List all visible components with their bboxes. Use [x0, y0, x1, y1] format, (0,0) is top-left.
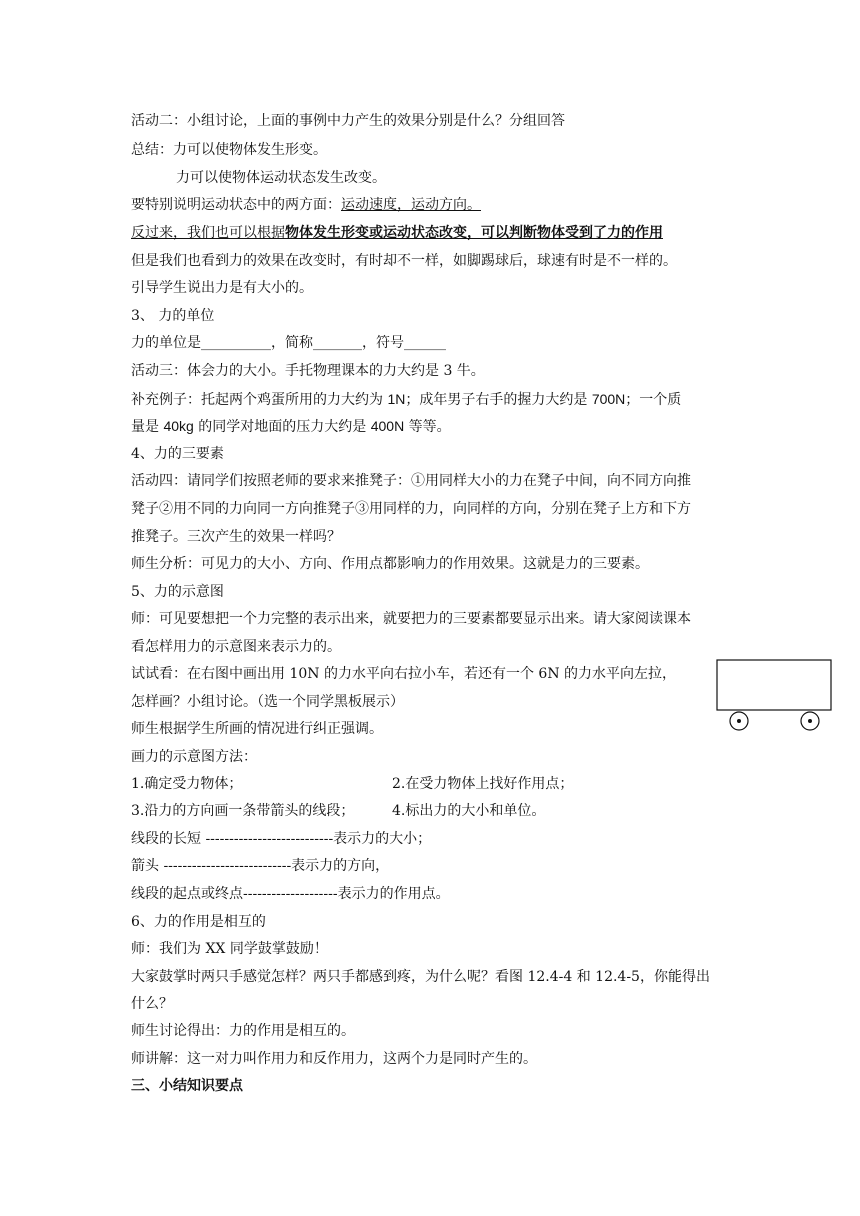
supplement-text-e: 的同学对地面的压力大约是 — [193, 419, 371, 435]
method-heading: 画力的示意图方法： — [131, 749, 257, 765]
conclusion-line: 师生讨论得出：力的作用是相互的。 — [131, 1023, 355, 1039]
supplement-text-a: 补充例子：托起两个鸡蛋所用的力大约为 — [131, 392, 388, 408]
reverse-inference-key: 物体发生形变或运动状态改变，可以判断物体受到了力的作用 — [285, 225, 663, 241]
value-1n: 1N — [387, 391, 406, 407]
arrow-line: 箭头 ---------------------------表示力的方向， — [131, 858, 390, 874]
start-end-point-line: 线段的起点或终点--------------------表示力的作用点。 — [131, 886, 450, 902]
method-steps-row-2 — [131, 801, 731, 821]
value-700n: 700N — [591, 391, 626, 407]
motion-state-note — [131, 195, 481, 215]
applause-line: 师：我们为 XX 同学鼓掌鼓励！ — [131, 941, 328, 957]
activity-two-line: 活动二：小组讨论，上面的事例中力产生的效果分别是什么？分组回答 — [131, 113, 565, 129]
segment-length-line: 线段的长短 ---------------------------表示力的大小； — [131, 831, 432, 847]
cart-body — [717, 660, 831, 710]
explanation-line: 师讲解：这一对力叫作用力和反作用力，这两个力是同时产生的。 — [131, 1051, 537, 1067]
section-4-heading: 4、力的三要素 — [131, 446, 224, 462]
supplement-text-f: 等等。 — [404, 419, 451, 435]
method-step-4: 4.标出力的大小和单位。 — [392, 803, 546, 819]
cart-diagram — [714, 658, 836, 738]
supplement-text-c: ；一个质 — [625, 392, 682, 408]
cart-wheel-left — [730, 712, 748, 730]
activity-three-line: 活动三：体会力的大小。手托物理课本的力大约是 3 牛。 — [131, 363, 485, 379]
correction-line: 师生根据学生所画的情况进行纠正强调。 — [131, 721, 383, 737]
motion-state-aspects: 运动速度，运动方向。 — [341, 197, 481, 213]
analysis-line: 师生分析：可见力的大小、方向、作用点都影响力的作用效果。这就是力的三要素。 — [131, 556, 649, 572]
method-step-1: 1.确定受力物体； — [131, 776, 243, 792]
try-it-line-2: 怎样画？小组讨论。（选一个同学黑板展示） — [131, 694, 404, 710]
section-summary-heading: 三、小结知识要点 — [131, 1078, 243, 1094]
activity-four-line-2: 凳子②用不同的力向同一方向推凳子③用同样的力，向同样的方向，分别在凳子上方和下方 — [131, 501, 691, 517]
supplement-text-d: 量是 — [131, 419, 164, 435]
activity-four-line-3: 推凳子。三次产生的效果一样吗？ — [131, 529, 341, 545]
try-it-line-1: 试试看：在右图中画出用 10N 的力水平向右拉小车，若还有一个 6N 的力水平向左拉， — [131, 666, 677, 682]
teacher-line-1: 师：可见要想把一个力完整的表示出来，就要把力的三要素都要显示出来。请大家阅读课本 — [131, 611, 691, 627]
reverse-inference-prefix: 反过来，我们也可以根据 — [131, 225, 285, 241]
guide-line: 引导学生说出力是有大小的。 — [131, 280, 313, 296]
clap-question-line-1: 大家鼓掌时两只手感觉怎样？两只手都感到疼，为什么呢？看图 12.4-4 和 12.4-5，你能得出 — [131, 969, 710, 985]
supplement-text-b: ；成年男子右手的握力大约是 — [405, 392, 592, 408]
activity-four-line-1: 活动四：请同学们按照老师的要求来推凳子：①用同样大小的力在凳子中间，向不同方向推 — [131, 473, 691, 489]
reverse-inference-line — [131, 223, 663, 243]
effect-differs-line: 但是我们也看到力的效果在改变时，有时却不一样，如脚踢球后，球速有时是不一样的。 — [131, 253, 677, 269]
value-400n: 400N — [370, 418, 405, 434]
section-6-heading: 6、力的作用是相互的 — [131, 914, 266, 930]
cart-wheel-right — [801, 712, 819, 730]
section-3-heading: 3、 力的单位 — [131, 308, 215, 324]
value-40kg: 40kg — [163, 418, 194, 434]
supplement-example-line-2 — [131, 416, 451, 437]
method-step-2: 2.在受力物体上找好作用点； — [392, 776, 574, 792]
section-5-heading: 5、力的示意图 — [131, 584, 224, 600]
summary-line-1: 总结：力可以使物体发生形变。 — [131, 142, 327, 158]
clap-question-line-2: 什么？ — [131, 996, 173, 1012]
unit-fill-blank: 力的单位是__________，简称_______，符号______ — [131, 335, 446, 351]
supplement-example-line-1 — [131, 389, 681, 410]
method-steps-row-1 — [131, 774, 731, 794]
summary-line-2: 力可以使物体运动状态发生改变。 — [176, 170, 386, 186]
teacher-line-2: 看怎样用力的示意图来表示力的。 — [131, 639, 341, 655]
method-step-3: 3.沿力的方向画一条带箭头的线段； — [131, 803, 355, 819]
motion-state-label: 要特别说明运动状态中的两方面： — [131, 197, 341, 213]
